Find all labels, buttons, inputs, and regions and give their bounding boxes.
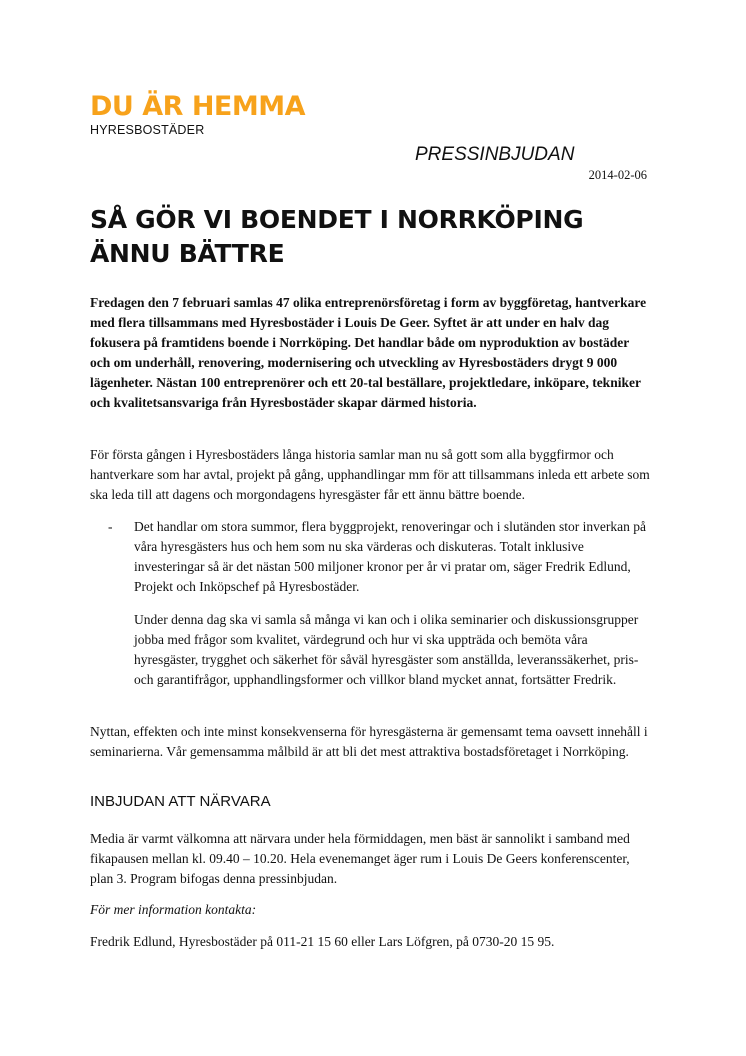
quote-paragraph-1: Det handlar om stora summor, flera byggprojekt, renoveringar och i slutänden stor inverkan på våra hyresgästers hus och hem som nu ska värderas och diskuteras. Totalt inklusive investeringar så är det nästan 500 miljoner kronor per år vi pratar om, säger Fredrik Edlund, Projekt och Inköpschef på Hyresbostäder. (134, 519, 646, 594)
headline-line-1: SÅ GÖR VI BOENDET I NORRKÖPING (90, 205, 584, 234)
headline (90, 203, 690, 271)
bullet-dash: - (108, 519, 113, 534)
body-paragraph-1: För första gången i Hyresbostäders långa historia samlar man nu så gott som alla byggfirmor och hantverkare som har avtal, projekt på gång, upphandlingar mm för att tillsammans inleda ett arbete som ska leda till att dagens och morgondagens hyresgäster får ett ännu bättre boende. (90, 447, 650, 502)
headline-line-2: ÄNNU BÄTTRE (90, 239, 285, 268)
company-logo (90, 92, 305, 137)
document-type: PRESSINBJUDAN (415, 144, 575, 165)
contact-info: Fredrik Edlund, Hyresbostäder på 011-21 15 60 eller Lars Löfgren, på 0730-20 15 95. (90, 934, 555, 949)
contact-label: För mer information kontakta: (90, 902, 257, 917)
logo-company-name: HYRESBOSTÄDER (90, 123, 205, 137)
section-heading: INBJUDAN ATT NÄRVARA (90, 793, 271, 810)
body-paragraph-2: Nyttan, effekten och inte minst konsekvenserna för hyresgästerna är gemensamt tema oavsett innehåll i seminarierna. Vår gemensamma målbild är att bli det mest attraktiva bostadsföretaget i Norrköping. (90, 724, 648, 759)
document-date: 2014-02-06 (588, 168, 647, 182)
body-paragraph-3: Media är varmt välkomna att närvara under hela förmiddagen, men bäst är sannolikt i samband med fikapausen mellan kl. 09.40 – 10.20. Hela evenemanget äger rum i Louis De Geers konferenscenter, plan 3. Program bifogas denna pressinbjudan. (90, 831, 630, 886)
lead-paragraph: Fredagen den 7 februari samlas 47 olika entreprenörsföretag i form av byggföretag, hantverkare med flera tillsammans med Hyresbostäder i Louis De Geer. Syftet är att under en halv dag fokusera på framtidens boende i Norrköping. Det handlar både om nyproduktion av bostäder och om underhåll, renovering, modernisering och utveckling av Hyresbostäders drygt 9 000 lägenheter. Nästan 100 entreprenörer och ett 20-tal beställare, projektledare, inköpare, tekniker och kvalitetsansvariga från Hyresbostäder skapar därmed historia. (90, 295, 647, 410)
logo-slogan: DU ÄR HEMMA (90, 91, 305, 122)
quote-paragraph-2: Under denna dag ska vi samla så många vi kan och i olika seminarier och diskussionsgrupper jobba med frågor som kvalitet, värdegrund och hur vi ska uppträda och bemöta våra hyresgäster, trygghet och säkerhet för såväl hyresgäster som anställda, leveranssäkerhet, pris- och garantifrågor, upphandlingsformer och villkor bland mycket annat, fortsätter Fredrik. (134, 612, 639, 687)
